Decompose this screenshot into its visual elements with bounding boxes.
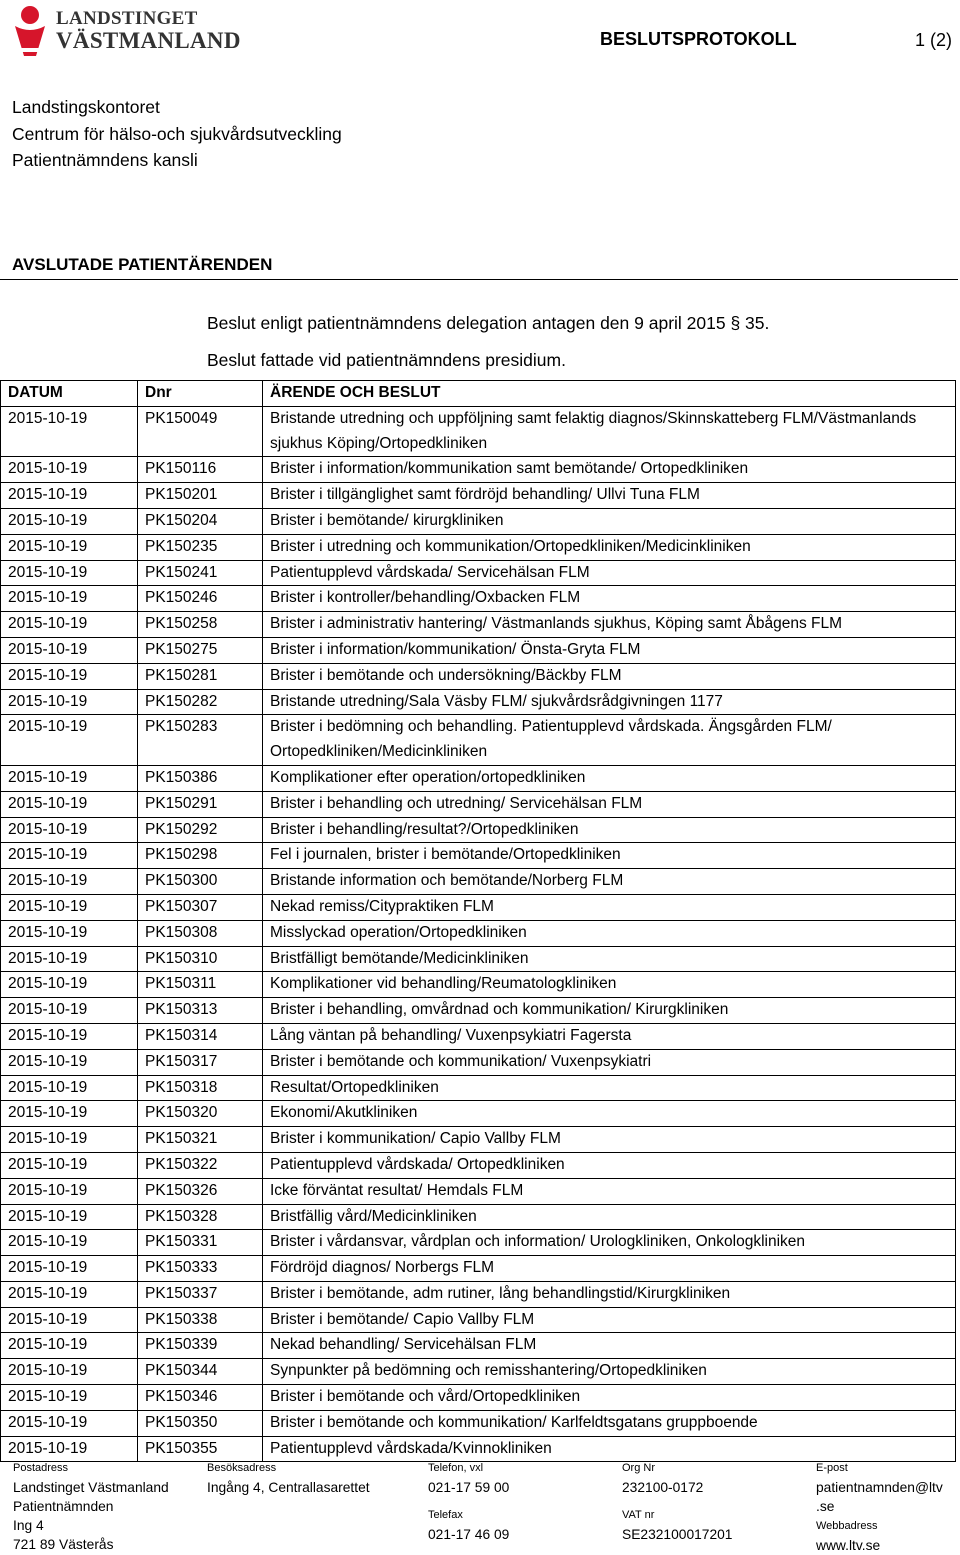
logo-line-2: VÄSTMANLAND [56, 28, 241, 53]
cell-dnr: PK150282 [138, 689, 263, 715]
table-row [1, 534, 956, 560]
cell-arende: Patientupplevd vårdskada/ Servicehälsan FLM [263, 560, 956, 586]
cell-arende: Icke förväntat resultat/ Hemdals FLM [263, 1178, 956, 1204]
table-row [1, 1333, 956, 1359]
table-row [1, 1256, 956, 1282]
cell-arende: Patientupplevd vårdskada/ Ortopedkliniken [263, 1152, 956, 1178]
cell-dnr: PK150313 [138, 998, 263, 1024]
cell-datum: 2015-10-19 [1, 1152, 138, 1178]
cell-dnr: PK150275 [138, 637, 263, 663]
footer-email[interactable]: patientnamnden@ltv [816, 1480, 943, 1495]
cell-dnr: PK150116 [138, 457, 263, 483]
footer-value: Ingång 4, Centrallasarettet [207, 1480, 370, 1495]
table-row [1, 1075, 956, 1101]
cell-dnr: PK150337 [138, 1281, 263, 1307]
cell-arende: Brister i bedömning och behandling. Patientupplevd vårdskada. Ängsgården FLM/ Ortopedkliniken/Medicinkliniken [263, 715, 956, 766]
cell-dnr: PK150204 [138, 508, 263, 534]
cell-datum: 2015-10-19 [1, 765, 138, 791]
cell-dnr: PK150307 [138, 894, 263, 920]
cell-dnr: PK150308 [138, 920, 263, 946]
footer-postadress [13, 1458, 169, 1554]
footer-besoksadress [207, 1458, 370, 1497]
sender-block [12, 94, 342, 174]
table-row [1, 1385, 956, 1411]
cell-dnr: PK150310 [138, 946, 263, 972]
cell-datum: 2015-10-19 [1, 1023, 138, 1049]
sender-line: Centrum för hälso-och sjukvårdsutveckling [12, 123, 342, 144]
cell-arende: Brister i information/kommunikation/ Önsta-Gryta FLM [263, 637, 956, 663]
footer-orgnr [622, 1458, 732, 1544]
cell-dnr: PK150344 [138, 1359, 263, 1385]
cell-dnr: PK150320 [138, 1101, 263, 1127]
header-arende: ÄRENDE OCH BESLUT [263, 381, 956, 407]
cell-arende: Fel i journalen, brister i bemötande/Ortopedkliniken [263, 843, 956, 869]
table-row [1, 894, 956, 920]
cell-arende: Resultat/Ortopedkliniken [263, 1075, 956, 1101]
page-number: 1 (2) [915, 30, 953, 50]
cell-arende: Patientupplevd vårdskada/Kvinnokliniken [263, 1436, 956, 1462]
cell-dnr: PK150300 [138, 869, 263, 895]
cell-datum: 2015-10-19 [1, 663, 138, 689]
footer-value: Patientnämnden [13, 1499, 114, 1514]
cell-dnr: PK150328 [138, 1204, 263, 1230]
cell-arende: Brister i administrativ hantering/ Västmanlands sjukhus, Köping samt Åbågens FLM [263, 612, 956, 638]
header-datum: DATUM [1, 381, 138, 407]
cell-datum: 2015-10-19 [1, 715, 138, 766]
footer-label: Webbadress [816, 1520, 878, 1532]
table-row [1, 972, 956, 998]
cell-datum: 2015-10-19 [1, 1204, 138, 1230]
cell-datum: 2015-10-19 [1, 894, 138, 920]
table-row [1, 791, 956, 817]
footer-value: Ing 4 [13, 1518, 44, 1533]
cell-dnr: PK150049 [138, 406, 263, 457]
table-row [1, 715, 956, 766]
table-row [1, 1204, 956, 1230]
cell-arende: Bristande information och bemötande/Norberg FLM [263, 869, 956, 895]
sender-line: Landstingskontoret [12, 97, 160, 117]
cell-datum: 2015-10-19 [1, 1333, 138, 1359]
cell-dnr: PK150355 [138, 1436, 263, 1462]
table-row [1, 946, 956, 972]
cell-arende: Ekonomi/Akutkliniken [263, 1101, 956, 1127]
cell-arende: Brister i behandling/resultat?/Ortopedkliniken [263, 817, 956, 843]
footer-telefon [428, 1458, 509, 1544]
cell-arende: Bristfällig vård/Medicinkliniken [263, 1204, 956, 1230]
cell-dnr: PK150201 [138, 483, 263, 509]
table-row [1, 612, 956, 638]
cell-dnr: PK150321 [138, 1127, 263, 1153]
decision-text [207, 305, 769, 379]
cell-dnr: PK150281 [138, 663, 263, 689]
footer-value: 721 89 Västerås [13, 1537, 114, 1552]
table-row [1, 508, 956, 534]
page-footer [0, 1458, 960, 1553]
footer-value: 021-17 46 09 [428, 1527, 510, 1542]
cell-arende: Brister i vårdansvar, vårdplan och information/ Urologkliniken, Onkologkliniken [263, 1230, 956, 1256]
table-row [1, 560, 956, 586]
cell-arende: Brister i bemötande/ Capio Vallby FLM [263, 1307, 956, 1333]
table-row [1, 1049, 956, 1075]
table-row [1, 457, 956, 483]
cell-dnr: PK150292 [138, 817, 263, 843]
cell-dnr: PK150333 [138, 1256, 263, 1282]
cell-datum: 2015-10-19 [1, 560, 138, 586]
logo-emblem-icon [12, 4, 52, 58]
cell-arende: Lång väntan på behandling/ Vuxenpsykiatri Fagersta [263, 1023, 956, 1049]
footer-website-link[interactable]: www.ltv.se [816, 1538, 881, 1553]
cell-datum: 2015-10-19 [1, 1101, 138, 1127]
cell-datum: 2015-10-19 [1, 1281, 138, 1307]
table-row [1, 1281, 956, 1307]
cell-dnr: PK150338 [138, 1307, 263, 1333]
cell-datum: 2015-10-19 [1, 843, 138, 869]
cell-dnr: PK150317 [138, 1049, 263, 1075]
cell-arende: Brister i tillgänglighet samt fördröjd behandling/ Ullvi Tuna FLM [263, 483, 956, 509]
cell-arende: Brister i bemötande, adm rutiner, lång behandlingstid/Kirurgkliniken [263, 1281, 956, 1307]
footer-label: Postadress [13, 1462, 69, 1474]
table-row [1, 1410, 956, 1436]
document-type: BESLUTSPROTOKOLL [600, 29, 797, 49]
cell-arende: Brister i bemötande och vård/Ortopedkliniken [263, 1385, 956, 1411]
cell-datum: 2015-10-19 [1, 508, 138, 534]
cell-dnr: PK150322 [138, 1152, 263, 1178]
cell-arende: Brister i behandling, omvårdnad och kommunikation/ Kirurgkliniken [263, 998, 956, 1024]
cell-dnr: PK150258 [138, 612, 263, 638]
cell-arende: Bristande utredning och uppföljning samt felaktig diagnos/Skinnskatteberg FLM/Västmanlands sjukhus Köping/Ortopedkliniken [263, 406, 956, 457]
cell-arende: Komplikationer vid behandling/Reumatologkliniken [263, 972, 956, 998]
cell-arende: Brister i kontroller/behandling/Oxbacken FLM [263, 586, 956, 612]
cell-dnr: PK150386 [138, 765, 263, 791]
table-row [1, 1178, 956, 1204]
cell-dnr: PK150326 [138, 1178, 263, 1204]
cell-dnr: PK150350 [138, 1410, 263, 1436]
cell-arende: Nekad behandling/ Servicehälsan FLM [263, 1333, 956, 1359]
footer-label: Telefon, vxl [428, 1462, 484, 1474]
table-row [1, 843, 956, 869]
table-row [1, 1307, 956, 1333]
cell-dnr: PK150311 [138, 972, 263, 998]
cell-arende: Brister i behandling och utredning/ Servicehälsan FLM [263, 791, 956, 817]
cell-datum: 2015-10-19 [1, 1307, 138, 1333]
logo-line-1: LANDSTINGET [56, 8, 198, 29]
cell-dnr: PK150346 [138, 1385, 263, 1411]
footer-label: E-post [816, 1462, 848, 1474]
cell-arende: Synpunkter på bedömning och remisshantering/Ortopedkliniken [263, 1359, 956, 1385]
cell-datum: 2015-10-19 [1, 483, 138, 509]
cell-dnr: PK150314 [138, 1023, 263, 1049]
footer-value: Landstinget Västmanland [13, 1480, 169, 1495]
cell-datum: 2015-10-19 [1, 1075, 138, 1101]
landstinget-logo [12, 4, 241, 58]
divider [0, 279, 958, 280]
cases-table [0, 380, 956, 1462]
table-row [1, 869, 956, 895]
table-row [1, 1127, 956, 1153]
table-row [1, 1152, 956, 1178]
footer-email-cont[interactable]: .se [816, 1499, 835, 1514]
table-row [1, 586, 956, 612]
footer-value: SE232100017201 [622, 1527, 733, 1542]
table-row [1, 765, 956, 791]
table-row [1, 406, 956, 457]
cell-datum: 2015-10-19 [1, 1256, 138, 1282]
table-row [1, 1023, 956, 1049]
footer-epost [816, 1458, 943, 1555]
cell-dnr: PK150331 [138, 1230, 263, 1256]
cell-datum: 2015-10-19 [1, 946, 138, 972]
cell-datum: 2015-10-19 [1, 1230, 138, 1256]
header-dnr: Dnr [138, 381, 263, 407]
table-row [1, 663, 956, 689]
cell-datum: 2015-10-19 [1, 972, 138, 998]
section-title: AVSLUTADE PATIENTÄRENDEN [12, 255, 273, 274]
cell-arende: Misslyckad operation/Ortopedkliniken [263, 920, 956, 946]
table-row [1, 483, 956, 509]
table-row [1, 1359, 956, 1385]
footer-label: Telefax [428, 1509, 463, 1521]
cell-datum: 2015-10-19 [1, 1385, 138, 1411]
table-row [1, 817, 956, 843]
cell-arende: Brister i information/kommunikation samt bemötande/ Ortopedkliniken [263, 457, 956, 483]
table-row [1, 689, 956, 715]
cell-datum: 2015-10-19 [1, 689, 138, 715]
cell-datum: 2015-10-19 [1, 1049, 138, 1075]
cell-datum: 2015-10-19 [1, 612, 138, 638]
cell-datum: 2015-10-19 [1, 998, 138, 1024]
cell-datum: 2015-10-19 [1, 534, 138, 560]
cell-datum: 2015-10-19 [1, 1436, 138, 1462]
cell-arende: Bristfälligt bemötande/Medicinkliniken [263, 946, 956, 972]
table-row [1, 1230, 956, 1256]
cell-arende: Komplikationer efter operation/ortopedkliniken [263, 765, 956, 791]
cell-datum: 2015-10-19 [1, 1178, 138, 1204]
cell-dnr: PK150339 [138, 1333, 263, 1359]
cell-datum: 2015-10-19 [1, 1410, 138, 1436]
cell-datum: 2015-10-19 [1, 1359, 138, 1385]
footer-label: VAT nr [622, 1509, 655, 1521]
cell-datum: 2015-10-19 [1, 457, 138, 483]
decision-line: Beslut fattade vid patientnämndens presidium. [207, 350, 566, 370]
cell-arende: Nekad remiss/Citypraktiken FLM [263, 894, 956, 920]
table-header-row [1, 381, 956, 407]
cell-arende: Brister i kommunikation/ Capio Vallby FLM [263, 1127, 956, 1153]
cell-arende: Brister i bemötande och undersökning/Bäckby FLM [263, 663, 956, 689]
cell-datum: 2015-10-19 [1, 817, 138, 843]
cell-arende: Brister i bemötande/ kirurgkliniken [263, 508, 956, 534]
cell-dnr: PK150235 [138, 534, 263, 560]
table-row [1, 920, 956, 946]
table-row [1, 1101, 956, 1127]
footer-label: Org Nr [622, 1462, 655, 1474]
cell-dnr: PK150318 [138, 1075, 263, 1101]
cell-dnr: PK150246 [138, 586, 263, 612]
cell-datum: 2015-10-19 [1, 1127, 138, 1153]
cell-dnr: PK150283 [138, 715, 263, 766]
cell-arende: Fördröjd diagnos/ Norbergs FLM [263, 1256, 956, 1282]
sender-line: Patientnämndens kansli [12, 150, 198, 170]
cell-dnr: PK150241 [138, 560, 263, 586]
cell-arende: Brister i utredning och kommunikation/Ortopedkliniken/Medicinkliniken [263, 534, 956, 560]
table-row [1, 998, 956, 1024]
table-row [1, 637, 956, 663]
cell-arende: Brister i bemötande och kommunikation/ Vuxenpsykiatri [263, 1049, 956, 1075]
cell-dnr: PK150298 [138, 843, 263, 869]
footer-value: 021-17 59 00 [428, 1480, 510, 1495]
cell-datum: 2015-10-19 [1, 586, 138, 612]
cell-datum: 2015-10-19 [1, 637, 138, 663]
decision-line: Beslut enligt patientnämndens delegation antagen den 9 april 2015 § 35. [207, 313, 770, 333]
cell-arende: Brister i bemötande och kommunikation/ Karlfeldtsgatans gruppboende [263, 1410, 956, 1436]
cell-datum: 2015-10-19 [1, 920, 138, 946]
cell-datum: 2015-10-19 [1, 869, 138, 895]
cell-datum: 2015-10-19 [1, 406, 138, 457]
cell-arende: Bristande utredning/Sala Väsby FLM/ sjukvårdsrådgivningen 1177 [263, 689, 956, 715]
logo-wordmark [56, 8, 241, 52]
footer-value: 232100-0172 [622, 1480, 704, 1495]
cell-dnr: PK150291 [138, 791, 263, 817]
footer-label: Besöksadress [207, 1462, 277, 1474]
cell-datum: 2015-10-19 [1, 791, 138, 817]
